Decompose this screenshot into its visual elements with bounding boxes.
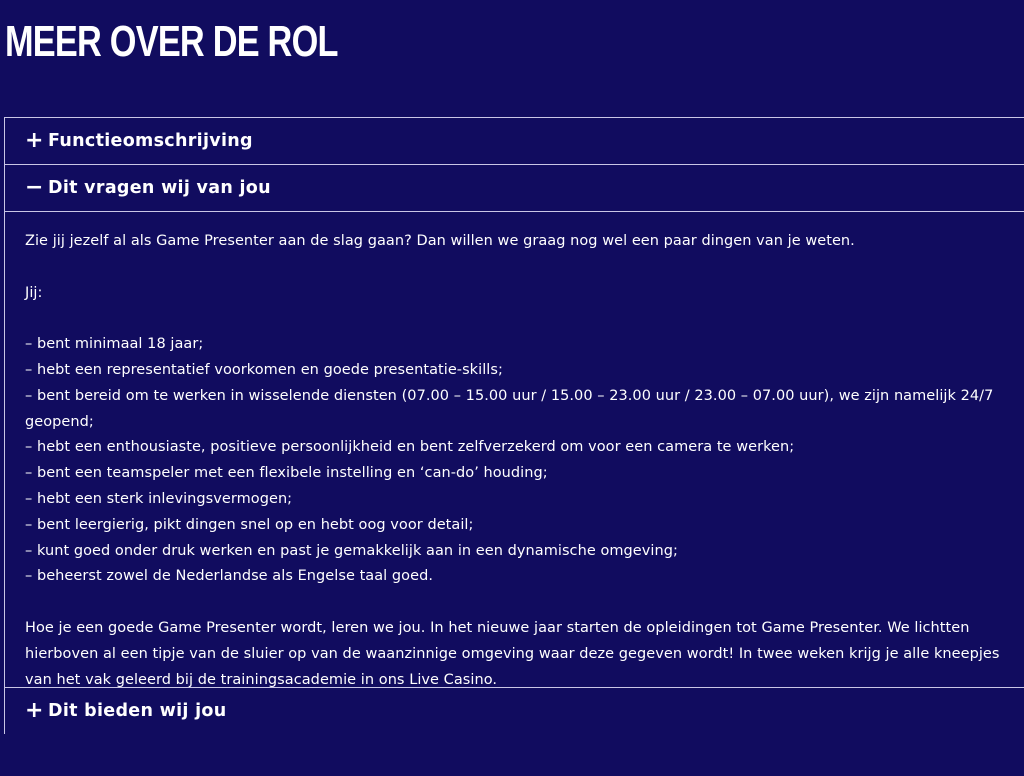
- requirements-list: [25, 332, 1015, 590]
- accordion-title: Dit vragen wij van jou: [48, 178, 271, 198]
- list-item: – hebt een representatief voorkomen en goede presentatie-skills;: [25, 361, 503, 378]
- list-item: – bent bereid om te werken in wisselende diensten (07.00 – 15.00 uur / 15.00 – 23.00 uur / 23.00 – 07.00 uur), we zijn namelijk 24/7 geopend;: [25, 387, 994, 430]
- list-item: – hebt een sterk inlevingsvermogen;: [25, 490, 293, 507]
- accordion-title: Dit bieden wij jou: [48, 701, 227, 721]
- list-item: – beheerst zowel de Nederlandse als Engelse taal goed.: [25, 568, 433, 585]
- plus-icon: +: [25, 698, 44, 723]
- accordion-header-functieomschrijving[interactable]: [5, 118, 1024, 165]
- closing-text: Hoe je een goede Game Presenter wordt, leren we jou. In het nieuwe jaar starten de opleidingen tot Game Presenter. We lichtten hierboven al een tipje van de sluier op van de waanzinnige omgeving waar deze gegeven wordt! In twee weken krijg je alle kneepjes van het vak geleerd bij de trainingsacademie in ons Live Casino.: [25, 619, 1000, 688]
- list-item: – bent leergierig, pikt dingen snel op en hebt oog voor detail;: [25, 516, 474, 533]
- list-item: – bent een teamspeler met een flexibele instelling en ‘can-do’ houding;: [25, 465, 548, 482]
- list-item: – kunt goed onder druk werken en past je gemakkelijk aan in een dynamische omgeving;: [25, 542, 678, 559]
- list-label: Jij:: [25, 284, 43, 301]
- accordion-title: Functieomschrijving: [48, 131, 253, 151]
- accordion-header-dit-vragen-wij-van-jou[interactable]: [5, 165, 1024, 212]
- list-item: – bent minimaal 18 jaar;: [25, 336, 204, 353]
- page-title: MEER OVER DE ROL: [5, 17, 338, 66]
- accordion-header-dit-bieden-wij-jou[interactable]: [5, 688, 1024, 734]
- accordion: [4, 117, 1024, 734]
- accordion-panel-dit-vragen-wij-van-jou: [5, 212, 1024, 688]
- minus-icon: −: [25, 175, 44, 200]
- list-item: – hebt een enthousiaste, positieve persoonlijkheid en bent zelfverzekerd om voor een camera te werken;: [25, 439, 795, 456]
- intro-text: Zie jij jezelf al als Game Presenter aan de slag gaan? Dan willen we graag nog wel een paar dingen van je weten.: [25, 233, 855, 249]
- plus-icon: +: [25, 128, 44, 153]
